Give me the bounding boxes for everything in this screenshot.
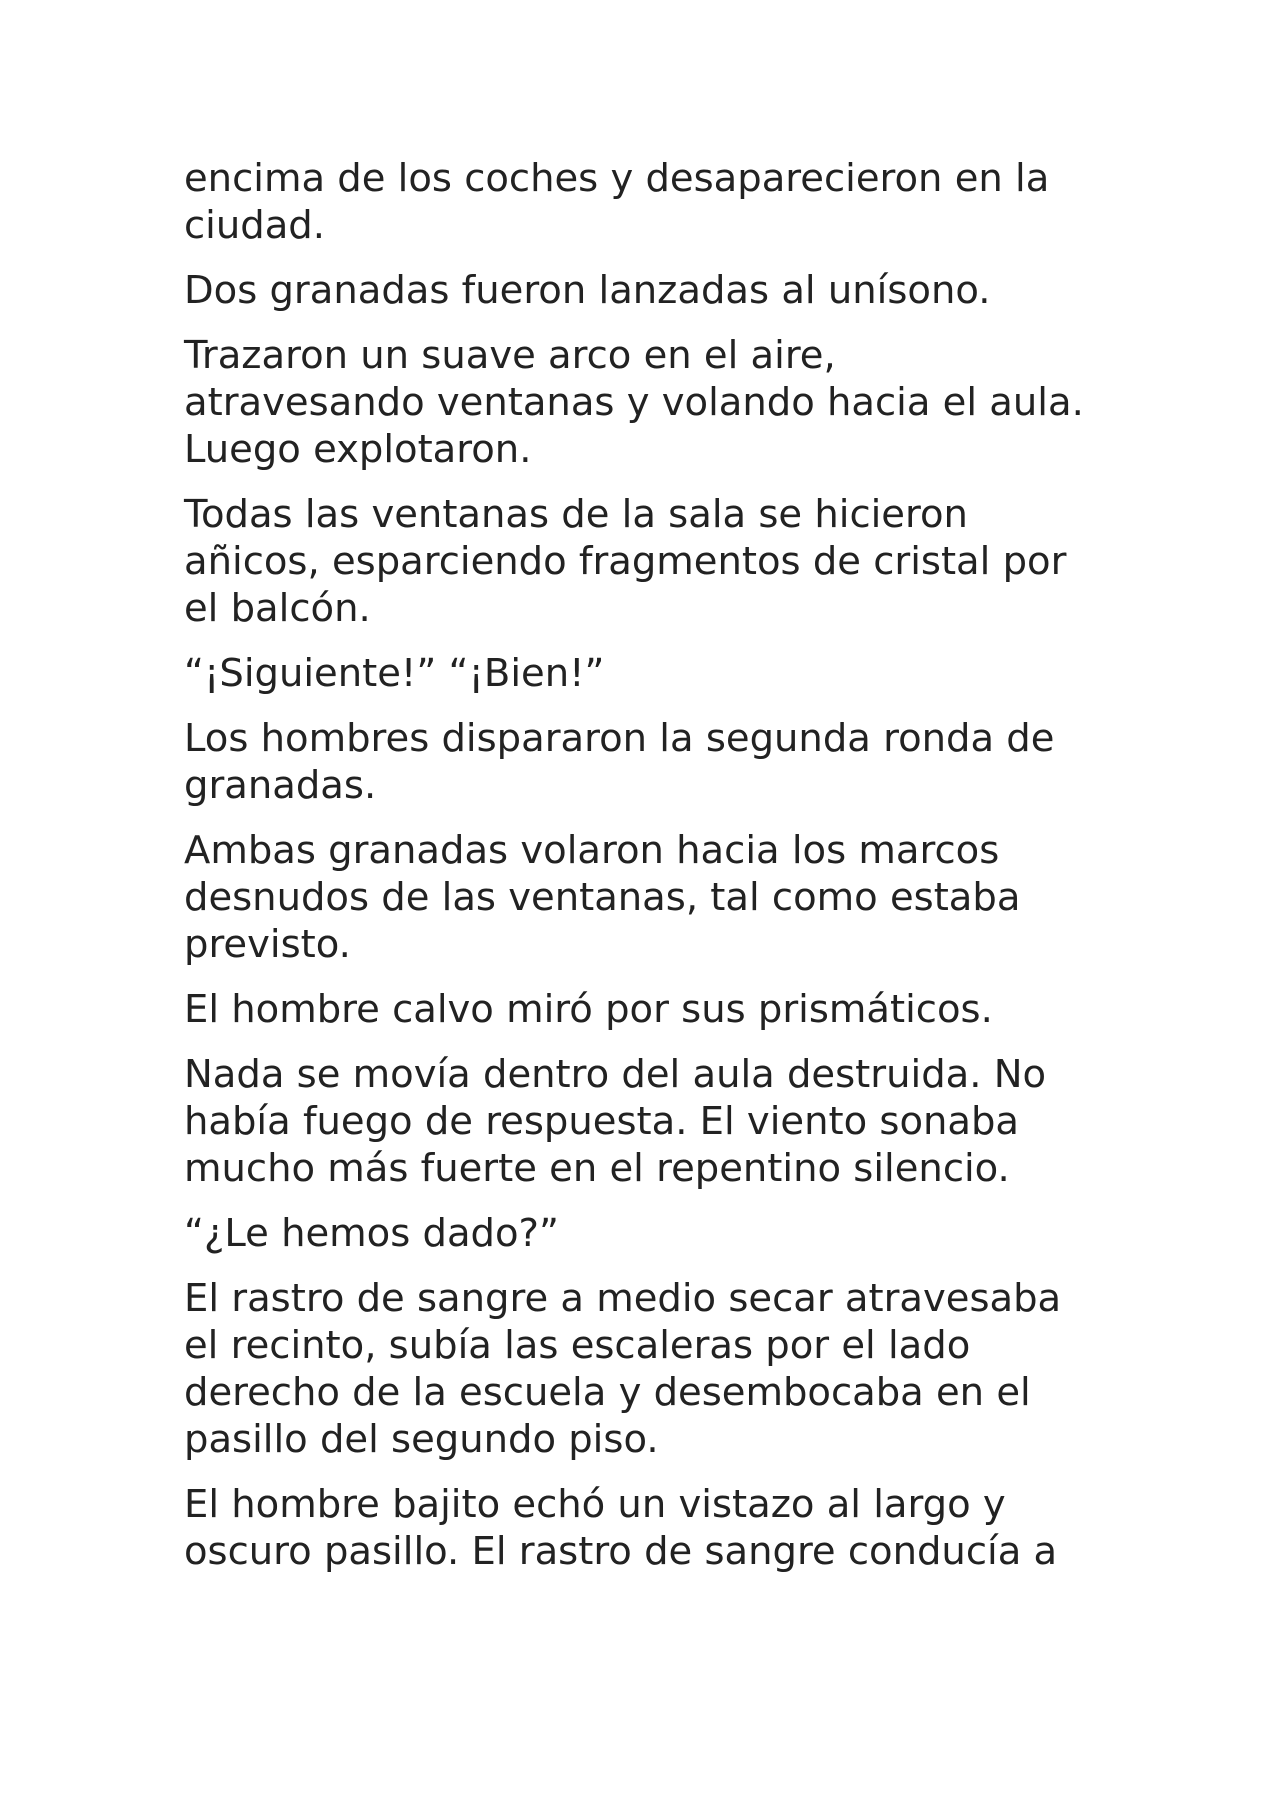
text-line: oscuro pasillo. El rastro de sangre conducía a bbox=[184, 1529, 1058, 1574]
text-line: El rastro de sangre a medio secar atravesaba bbox=[184, 1276, 1062, 1321]
paragraph bbox=[184, 650, 1104, 697]
text-line: encima de los coches y desaparecieron en la bbox=[184, 156, 1050, 201]
text-line: ciudad. bbox=[184, 203, 325, 248]
paragraph bbox=[184, 332, 1104, 473]
paragraph bbox=[184, 155, 1104, 249]
text-line: El hombre calvo miró por sus prismáticos. bbox=[184, 987, 993, 1032]
paragraph bbox=[184, 1275, 1104, 1463]
document-page bbox=[184, 155, 1104, 1593]
paragraph bbox=[184, 1051, 1104, 1192]
text-line: desnudos de las ventanas, tal como estaba bbox=[184, 875, 1021, 920]
text-line: “¿Le hemos dado?” bbox=[184, 1211, 559, 1256]
text-line: Ambas granadas volaron hacia los marcos bbox=[184, 828, 1000, 873]
text-line: el recinto, subía las escaleras por el lado bbox=[184, 1323, 971, 1368]
text-line: añicos, esparciendo fragmentos de cristal por bbox=[184, 539, 1067, 584]
text-line: Dos granadas fueron lanzadas al unísono. bbox=[184, 268, 991, 313]
text-line: atravesando ventanas y volando hacia el aula. bbox=[184, 380, 1084, 425]
paragraph bbox=[184, 986, 1104, 1033]
paragraph bbox=[184, 267, 1104, 314]
paragraph bbox=[184, 715, 1104, 809]
text-line: Todas las ventanas de la sala se hicieron bbox=[184, 492, 968, 537]
text-line: Trazaron un suave arco en el aire, bbox=[184, 333, 836, 378]
paragraph bbox=[184, 1210, 1104, 1257]
text-line: granadas. bbox=[184, 763, 377, 808]
text-line: mucho más fuerte en el repentino silencio. bbox=[184, 1146, 1010, 1191]
paragraph bbox=[184, 491, 1104, 632]
paragraph bbox=[184, 1481, 1104, 1575]
text-line: “¡Siguiente!” “¡Bien!” bbox=[184, 651, 605, 696]
text-line: había fuego de respuesta. El viento sonaba bbox=[184, 1099, 1020, 1144]
text-line: Luego explotaron. bbox=[184, 427, 532, 472]
text-line: el balcón. bbox=[184, 586, 371, 631]
text-line: derecho de la escuela y desembocaba en el bbox=[184, 1370, 1031, 1415]
text-line: previsto. bbox=[184, 922, 351, 967]
paragraph bbox=[184, 827, 1104, 968]
text-line: Nada se movía dentro del aula destruida. No bbox=[184, 1052, 1047, 1097]
text-line: El hombre bajito echó un vistazo al largo y bbox=[184, 1482, 1006, 1527]
text-line: Los hombres dispararon la segunda ronda de bbox=[184, 716, 1055, 761]
text-line: pasillo del segundo piso. bbox=[184, 1417, 659, 1462]
